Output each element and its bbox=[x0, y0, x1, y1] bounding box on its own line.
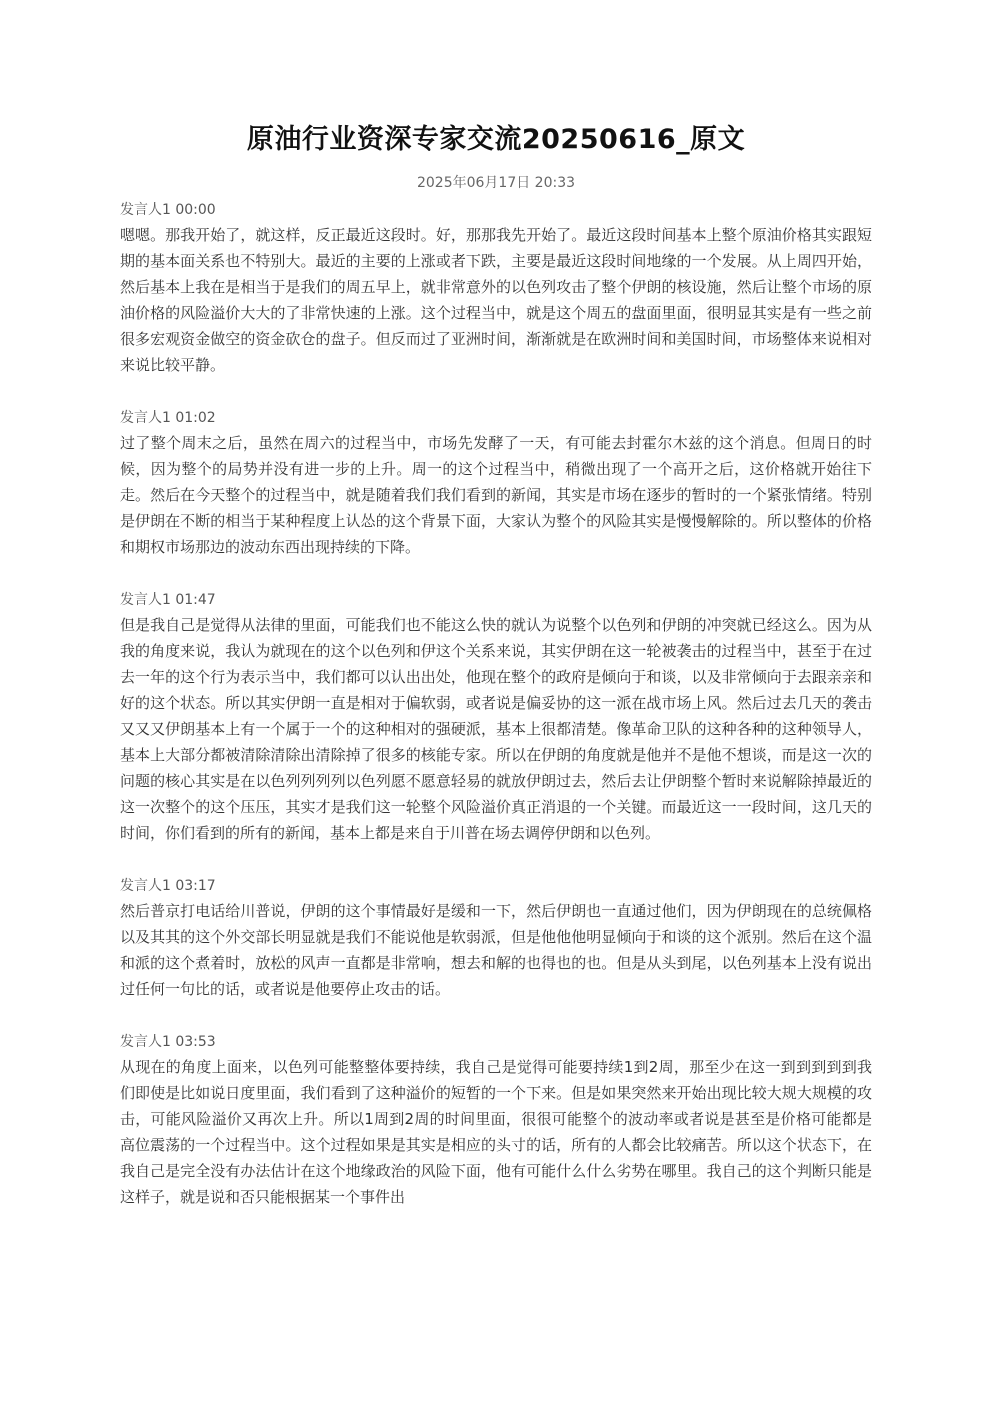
speech-text: 从现在的角度上面来，以色列可能整整体要持续，我自己是觉得可能要持续1到2周，那至少在这一到到到到到我们即使是比如说日度里面，我们看到了这种溢价的短暂的一个下来。但是如果突然来开始出现比较大规大规模的攻击，可能风险溢价又再次上升。所以1周到2周的时间里面，很很可能整个的波动率或者说是甚至是价格可能都是高位震荡的一个过程当中。这个过程如果是其实是相应的头寸的话，所有的人都会比较痛苦。所以这个状态下，在我自己是完全没有办法估计在这个地缘政治的风险下面，他有可能什么什么劣势在哪里。我自己的这个判断只能是这样子，就是说和否只能根据某一个事件出 bbox=[120, 1058, 872, 1206]
transcript-segment bbox=[120, 588, 872, 846]
document-date: 2025年06月17日 20:33 bbox=[416, 175, 576, 191]
speech-text: 但是我自己是觉得从法律的里面，可能我们也不能这么快的就认为说整个以色列和伊朗的冲突就已经这么。因为从我的角度来说，我认为就现在的这个以色列和伊这个关系来说，其实伊朗在这一轮被袭击的过程当中，甚至于在过去一年的这个行为表示当中，我们都可以认出出处，他现在整个的政府是倾向于和谈，以及非常倾向于去跟亲亲和好的这个状态。所以其实伊朗一直是相对于偏软弱，或者说是偏妥协的这一派在战市场上风。然后过去几天的袭击又又又伊朗基本上有一个属于一个的这种相对的强硬派，基本上很都清楚。像革命卫队的这种各种的这种领导人，基本上大部分都被清除清除出清除掉了很多的核能专家。所以在伊朗的角度就是他并不是他不想谈，而是这一次的问题的核心其实是在以色列列列列以色列愿不愿意轻易的就放伊朗过去，然后去让伊朗整个暂时来说解除掉最近的这一次整个的这个压压，其实才是我们这一轮整个风险溢价真正消退的一个关键。而最近这一一段时间，这几天的时间，你们看到的所有的新闻，基本上都是来自于川普在场去调停伊朗和以色列。 bbox=[120, 616, 872, 842]
speaker-timestamp: 发言人1 01:47 bbox=[120, 592, 216, 608]
speaker-timestamp: 发言人1 03:53 bbox=[120, 1034, 216, 1050]
speaker-timestamp: 发言人1 01:02 bbox=[120, 410, 216, 426]
document-title: 原油行业资深专家交流20250616_原文 bbox=[246, 124, 746, 155]
transcript-segment bbox=[120, 406, 872, 560]
speaker-timestamp: 发言人1 00:00 bbox=[120, 202, 216, 218]
transcript-segment bbox=[120, 1030, 872, 1210]
transcript-segment bbox=[120, 198, 872, 378]
speech-text: 过了整个周末之后，虽然在周六的过程当中，市场先发酵了一天，有可能去封霍尔木兹的这个消息。但周日的时候，因为整个的局势并没有进一步的上升。周一的这个过程当中，稍微出现了一个高开之后，这价格就开始往下走。然后在今天整个的过程当中，就是随着我们我们看到的新闻，其实是市场在逐步的暂时的一个紧张情绪。特别是伊朗在不断的相当于某种程度上认怂的这个背景下面，大家认为整个的风险其实是慢慢解除的。所以整体的价格和期权市场那边的波动东西出现持续的下降。 bbox=[120, 434, 872, 556]
transcript-body bbox=[120, 198, 872, 1210]
transcript-segment bbox=[120, 874, 872, 1002]
speech-text: 然后普京打电话给川普说，伊朗的这个事情最好是缓和一下，然后伊朗也一直通过他们，因为伊朗现在的总统佩格以及其其的这个外交部长明显就是我们不能说他是软弱派，但是他他他明显倾向于和谈的这个派别。然后在这个温和派的这个煮着时，放松的风声一直都是非常响，想去和解的也得也的也。但是从头到尾，以色列基本上没有说出过任何一句比的话，或者说是他要停止攻击的话。 bbox=[120, 902, 872, 998]
speech-text: 嗯嗯。那我开始了，就这样，反正最近这段时。好，那那我先开始了。最近这段时间基本上整个原油价格其实跟短期的基本面关系也不特别大。最近的主要的上涨或者下跌，主要是最近这段时间地缘的一个发展。从上周四开始，然后基本上我在是相当于是我们的周五早上，就非常意外的以色列攻击了整个伊朗的核设施，然后让整个市场的原油价格的风险溢价大大的了非常快速的上涨。这个过程当中，就是这个周五的盘面里面，很明显其实是有一些之前很多宏观资金做空的资金砍仓的盘子。但反而过了亚洲时间，渐渐就是在欧洲时间和美国时间，市场整体来说相对来说比较平静。 bbox=[120, 226, 872, 374]
speaker-timestamp: 发言人1 03:17 bbox=[120, 878, 216, 894]
